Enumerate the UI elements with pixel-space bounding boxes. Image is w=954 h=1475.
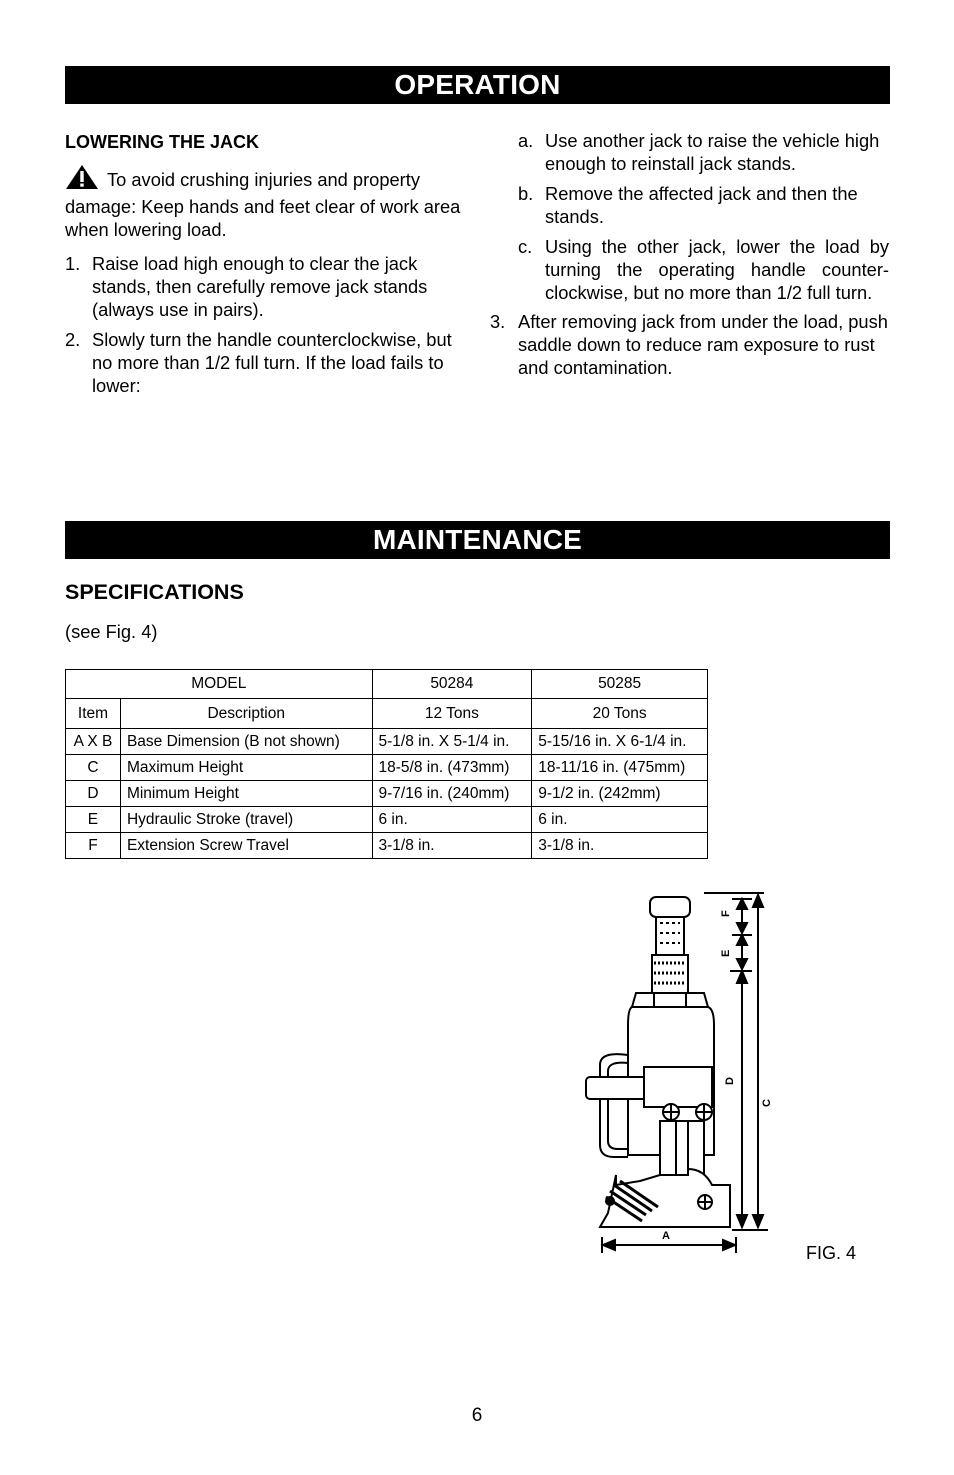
operation-right-column — [490, 129, 889, 379]
step-number: 1. — [65, 253, 81, 274]
description-header-cell: Description — [120, 699, 372, 729]
specifications-table — [65, 669, 708, 859]
figure-label: FIG. 4 — [806, 1243, 857, 1263]
substep-c — [490, 235, 889, 304]
dimension-label-c: C — [761, 1099, 773, 1107]
description-cell: Hydraulic Stroke (travel) — [120, 807, 372, 833]
substep-letter: c. — [518, 236, 533, 257]
table-row — [66, 755, 708, 781]
substep-b — [490, 182, 889, 228]
substep-text: Use another jack to raise the vehicle high enough to reinstall jack stands. — [545, 130, 880, 174]
table-row — [66, 833, 708, 859]
value-cell: 3-1/8 in. — [372, 833, 532, 859]
lowering-heading: LOWERING THE JACK — [65, 132, 260, 152]
page-number: 6 — [471, 1405, 483, 1426]
warning-paragraph — [65, 164, 463, 241]
dimension-label-d: D — [724, 1077, 736, 1085]
operation-banner: OPERATION — [65, 66, 890, 104]
description-cell: Minimum Height — [120, 781, 372, 807]
substep-letter: a. — [518, 130, 534, 151]
substep-text: Using the other jack, lower the load by turning the operating handle counter-clockwise, but no more than 1/2 full turn. — [545, 236, 889, 303]
dimension-label-a: A — [662, 1230, 670, 1242]
warning-triangle-icon — [65, 164, 99, 195]
item-cell: D — [66, 781, 121, 807]
substep-a — [490, 129, 889, 175]
value-cell: 9-7/16 in. (240mm) — [372, 781, 532, 807]
model-cell: 50285 — [532, 670, 708, 699]
step-number: 3. — [490, 311, 506, 332]
substep-letter: b. — [518, 183, 534, 204]
value-cell: 5-15/16 in. X 6-1/4 in. — [532, 729, 708, 755]
value-cell: 9-1/2 in. (242mm) — [532, 781, 708, 807]
warning-text: To avoid crushing injuries and property damage: Keep hands and feet clear of work area when lowering load. — [65, 169, 461, 240]
value-cell: 18-5/8 in. (473mm) — [372, 755, 532, 781]
value-cell: 5-1/8 in. X 5-1/4 in. — [372, 729, 532, 755]
step-3 — [490, 310, 889, 379]
description-cell: Extension Screw Travel — [120, 833, 372, 859]
step-1 — [65, 252, 463, 321]
table-header-row — [66, 699, 708, 729]
item-header-cell: Item — [66, 699, 121, 729]
step-text: Slowly turn the handle counterclockwise, but no more than 1/2 full turn. If the load fails to lower: — [92, 329, 452, 396]
substep-text: Remove the affected jack and then the stands. — [545, 183, 858, 227]
model-cell: 50284 — [372, 670, 532, 699]
value-cell: 3-1/8 in. — [532, 833, 708, 859]
step-number: 2. — [65, 329, 81, 350]
description-cell: Maximum Height — [120, 755, 372, 781]
value-cell: 6 in. — [532, 807, 708, 833]
bottle-jack-diagram — [580, 885, 780, 1260]
step-2 — [65, 328, 463, 397]
description-cell: Base Dimension (B not shown) — [120, 729, 372, 755]
table-row — [66, 729, 708, 755]
item-cell: C — [66, 755, 121, 781]
dimension-label-e: E — [720, 949, 732, 957]
item-cell: F — [66, 833, 121, 859]
capacity-cell: 20 Tons — [532, 699, 708, 729]
capacity-cell: 12 Tons — [372, 699, 532, 729]
table-header-row — [66, 670, 708, 699]
step-text: Raise load high enough to clear the jack stands, then carefully remove jack stands (always use in pairs). — [92, 253, 428, 320]
table-row — [66, 807, 708, 833]
value-cell: 6 in. — [372, 807, 532, 833]
value-cell: 18-11/16 in. (475mm) — [532, 755, 708, 781]
jack-drawing — [586, 897, 730, 1227]
operation-left-column — [65, 131, 463, 397]
model-label-cell: MODEL — [66, 670, 373, 699]
item-cell: A X B — [66, 729, 121, 755]
item-cell: E — [66, 807, 121, 833]
specifications-heading: SPECIFICATIONS — [65, 580, 244, 604]
step-text: After removing jack from under the load, push saddle down to reduce ram exposure to rust and contamination. — [518, 311, 888, 378]
table-row — [66, 781, 708, 807]
dimension-label-f: F — [720, 910, 732, 917]
see-fig-note: (see Fig. 4) — [65, 621, 158, 642]
maintenance-banner: MAINTENANCE — [65, 521, 890, 559]
